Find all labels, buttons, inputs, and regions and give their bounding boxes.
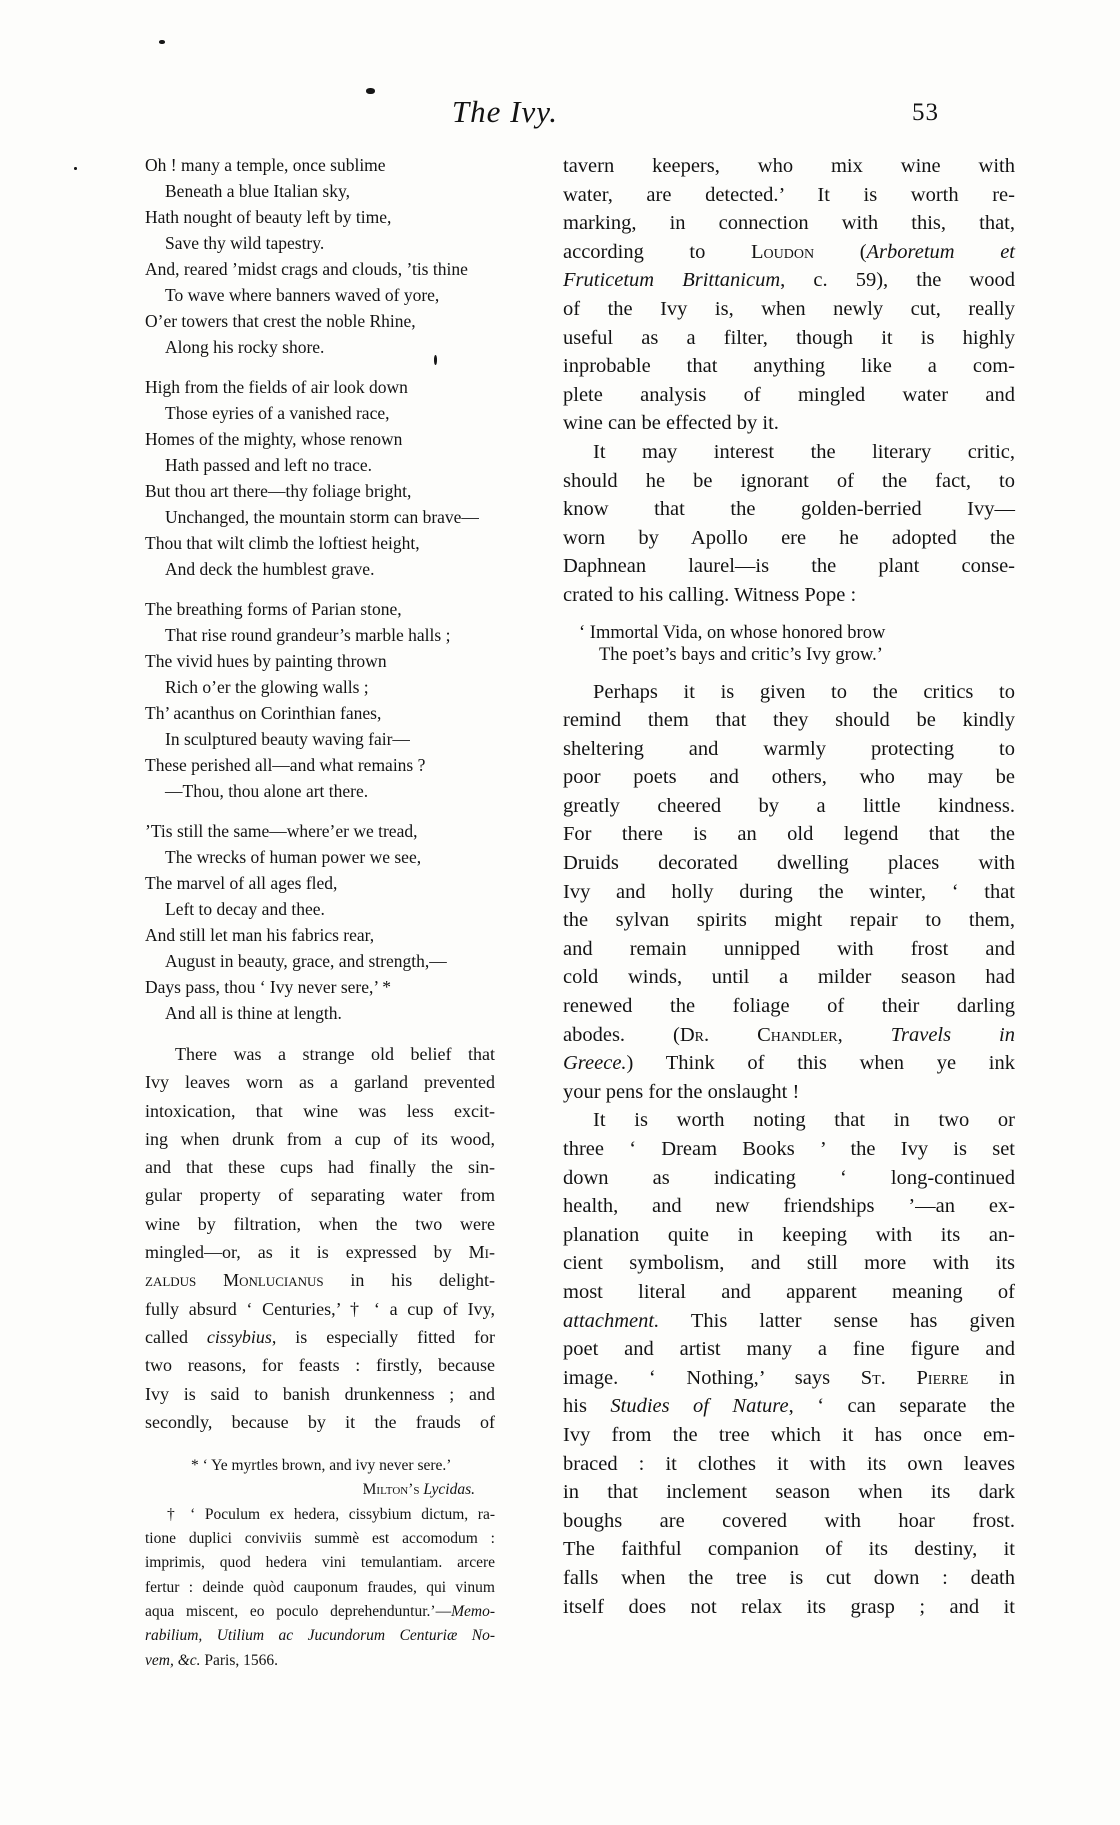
text-segment: Save thy wild tapestry.: [165, 233, 325, 253]
text-segment: Memo-: [451, 1602, 495, 1620]
poem-line: [145, 752, 495, 778]
prose-line: [563, 1535, 1015, 1564]
poem-line: [145, 896, 495, 922]
text-segment: braced : it clothes it with its own leaves: [563, 1452, 1015, 1475]
prose-line: [145, 1323, 495, 1351]
prose-line: [563, 878, 1015, 907]
prose-line: [563, 1221, 1015, 1250]
prose-line: [563, 1249, 1015, 1278]
prose-line: [563, 1335, 1015, 1364]
prose-line: [145, 1153, 495, 1181]
footnote-line: [145, 1527, 495, 1551]
text-segment: health, and new friendships ’—an ex-: [563, 1195, 1015, 1218]
text-segment: And all is thine at length.: [165, 1003, 342, 1023]
prose-line: [563, 324, 1015, 353]
text-segment: Loudon: [751, 240, 815, 263]
text-segment: plete analysis of mingled water and: [563, 383, 1015, 406]
text-segment: Ivy leaves worn as a garland prevented: [145, 1072, 495, 1093]
text-segment: secondly, because by it the frauds of: [145, 1411, 495, 1432]
prose-line: [563, 1564, 1015, 1593]
quote-line: [563, 644, 1015, 666]
text-segment: mingled—or, as it is expressed by: [145, 1242, 469, 1263]
text-segment: fertur : deinde quòd cauponum fraudes, qui vinum: [145, 1578, 495, 1596]
text-segment: Travels in: [890, 1023, 1015, 1046]
prose-line: [145, 1408, 495, 1436]
text-segment: Fruticetum Brittanicum: [563, 269, 781, 292]
text-segment: cissybius: [206, 1326, 272, 1347]
text-segment: know that the golden-berried Ivy—: [563, 498, 1015, 521]
text-segment: ,: [837, 1023, 891, 1046]
text-segment: fully absurd ‘ Centuries,’ † ‘ a cup of Ivy,: [145, 1298, 495, 1319]
text-segment: in that inclement season when its dark: [563, 1481, 1015, 1504]
poem-line: [145, 452, 495, 478]
poem-line: [145, 334, 495, 360]
text-segment: Days pass, thou ‘ Ivy never sere,’ *: [145, 977, 392, 997]
prose-line: [563, 266, 1015, 295]
text-segment: two reasons, for feasts : firstly, because: [145, 1355, 495, 1376]
poem-line: [145, 648, 495, 674]
prose-line: [145, 1266, 495, 1294]
text-segment: It is worth noting that in two or: [593, 1109, 1015, 1132]
text-segment: intoxication, that wine was less excit-: [145, 1100, 495, 1121]
prose-line: [563, 1307, 1015, 1336]
prose-line: [563, 1278, 1015, 1307]
prose-line: [145, 1097, 495, 1125]
poem-line: [145, 374, 495, 400]
text-segment: Beneath a blue Italian sky,: [165, 181, 350, 201]
text-segment: useful as a filter, though it is highly: [563, 326, 1015, 349]
poem-line: [145, 530, 495, 556]
text-segment: Paris, 1566.: [200, 1651, 279, 1669]
footnote-line: [145, 1649, 495, 1673]
text-segment: St. Pierre: [860, 1366, 969, 1389]
text-segment: in his delight-: [323, 1270, 496, 1291]
prose-line: [563, 495, 1015, 524]
text-segment: High from the fields of air look down: [145, 377, 408, 397]
ink-speck: [434, 355, 437, 365]
prose-paragraph: [145, 1040, 495, 1436]
prose-line: [563, 581, 1015, 610]
text-segment: imprimis, quod hedera vini temulantiam. arcere: [145, 1554, 495, 1572]
text-segment: Along his rocky shore.: [165, 337, 325, 357]
text-segment: And, reared ’midst crags and clouds, ’tis thine: [145, 259, 468, 279]
prose-line: [563, 735, 1015, 764]
poem-line: [145, 948, 495, 974]
prose-line: [145, 1380, 495, 1408]
text-segment: most literal and apparent meaning of: [563, 1280, 1015, 1303]
text-segment: The wrecks of human power we see,: [165, 847, 422, 867]
text-segment: , ‘ can separate the: [788, 1395, 1015, 1418]
prose-line: [563, 1392, 1015, 1421]
text-segment: —Thou, thou alone art there.: [165, 781, 369, 801]
prose-line: [563, 1593, 1015, 1622]
poem-line: [145, 674, 495, 700]
text-segment: his: [563, 1395, 611, 1418]
text-segment: gular property of separating water from: [145, 1185, 495, 1206]
text-segment: tione duplici conviviis summè est accomodum :: [145, 1530, 495, 1548]
poem-line: [145, 426, 495, 452]
footnote-line: [145, 1454, 495, 1478]
prose-line: [145, 1068, 495, 1096]
prose-line: [563, 678, 1015, 707]
text-segment: The vivid hues by painting thrown: [145, 651, 387, 671]
poem-line: [145, 974, 495, 1000]
text-segment: three ‘ Dream Books ’ the Ivy is set: [563, 1138, 1015, 1160]
prose-line: [563, 820, 1015, 849]
text-segment: vem, &c.: [145, 1651, 201, 1669]
prose-line: [563, 1507, 1015, 1536]
prose-line: [563, 906, 1015, 935]
text-segment: , c. 59), the wood: [780, 269, 1015, 292]
prose-line: [563, 1450, 1015, 1479]
text-segment: Unchanged, the mountain storm can brave—: [165, 507, 479, 527]
text-segment: the sylvan spirits might repair to them,: [563, 909, 1015, 932]
ink-speck: [159, 40, 165, 44]
prose-line: [563, 1135, 1015, 1164]
poem-line: [145, 400, 495, 426]
text-segment: To wave where banners waved of yore,: [165, 285, 440, 305]
text-segment: Ivy and holly during the winter, ‘ that: [563, 880, 1015, 903]
text-segment: rabilium, Utilium ac Jucundorum Centuriæ No-: [145, 1627, 495, 1645]
text-segment: Dr. Chandler: [679, 1023, 838, 1046]
poem-line: [145, 700, 495, 726]
prose-line: [563, 524, 1015, 553]
text-segment: attachment.: [563, 1309, 660, 1332]
text-segment: Oh ! many a temple, once sublime: [145, 155, 386, 175]
text-segment: ‘ Immortal Vida, on whose honored brow: [579, 622, 886, 643]
text-segment: falls when the tree is cut down : death: [563, 1566, 1015, 1589]
text-segment: renewed the foliage of their darling: [563, 995, 1015, 1018]
text-segment: Ivy is said to banish drunkenness ; and: [145, 1383, 495, 1404]
poem-line: [145, 178, 495, 204]
poem-stanza-3: [145, 596, 495, 804]
text-segment: Mi-: [468, 1242, 495, 1263]
poem-line: [145, 922, 495, 948]
text-segment: ing when drunk from a cup of its wood,: [145, 1128, 495, 1149]
text-segment: cold winds, until a milder season had: [563, 966, 1015, 989]
para-dream-books: [563, 1106, 1015, 1621]
poem-line: [145, 504, 495, 530]
text-segment: Ivy from the tree which it has once em-: [563, 1423, 1015, 1446]
text-segment: your pens for the onslaught !: [563, 1080, 800, 1103]
prose-line: [563, 1078, 1015, 1107]
prose-line: [145, 1040, 495, 1068]
text-segment: Lycidas.: [423, 1481, 475, 1499]
prose-line: [563, 238, 1015, 267]
text-segment: poet and artist many a fine figure and: [563, 1338, 1015, 1361]
poem-line: [145, 818, 495, 844]
text-segment: (: [814, 240, 867, 263]
prose-line: [563, 552, 1015, 581]
prose-line: [563, 1021, 1015, 1050]
prose-line: [563, 792, 1015, 821]
poem-line: [145, 282, 495, 308]
footnote-line: [145, 1478, 495, 1502]
poem-line: [145, 844, 495, 870]
text-segment: In sculptured beauty waving fair—: [165, 729, 410, 749]
text-segment: Greece.: [563, 1052, 627, 1075]
prose-line: [563, 706, 1015, 735]
text-segment: remind them that they should be kindly: [563, 709, 1015, 732]
text-segment: aqua miscent, eo poculo deprehenduntur.’—: [145, 1602, 452, 1620]
text-segment: inprobable that anything like a com-: [563, 355, 1015, 378]
text-segment: Th’ acanthus on Corinthian fanes,: [145, 703, 382, 723]
text-segment: boughs are covered with hoar frost.: [563, 1509, 1015, 1532]
text-segment: and that these cups had finally the sin-: [145, 1157, 495, 1178]
text-segment: wine by filtration, when the two were: [145, 1213, 495, 1234]
text-segment: Arboretum et: [866, 240, 1016, 263]
text-segment: * ‘ Ye myrtles brown, and ivy never sere.’: [191, 1457, 452, 1475]
footnote-line: [145, 1551, 495, 1575]
prose-line: [563, 467, 1015, 496]
prose-line: [563, 1421, 1015, 1450]
poem-line: [145, 726, 495, 752]
text-segment: planation quite in keeping with its an-: [563, 1223, 1015, 1246]
text-segment: zaldus Monlucianus: [145, 1270, 324, 1291]
prose-line: [563, 1364, 1015, 1393]
prose-line: [145, 1295, 495, 1323]
text-segment: O’er towers that crest the noble Rhine,: [145, 311, 416, 331]
text-segment: Left to decay and thee.: [165, 899, 325, 919]
text-segment: Thou that wilt climb the loftiest height,: [145, 533, 420, 553]
verse-quote: [563, 622, 1015, 666]
text-segment: worn by Apollo ere he adopted the: [563, 526, 1015, 549]
text-segment: tavern keepers, who mix wine with: [563, 155, 1015, 177]
text-segment: The marvel of all ages fled,: [145, 873, 338, 893]
text-segment: For there is an old legend that the: [563, 823, 1015, 846]
prose-line: [563, 181, 1015, 210]
text-segment: in: [968, 1366, 1015, 1389]
poem-line: [145, 204, 495, 230]
para-critics: [563, 678, 1015, 1107]
text-segment: Perhaps it is given to the critics to: [593, 680, 1015, 703]
footnote-line: [145, 1503, 495, 1527]
prose-line: [563, 1049, 1015, 1078]
text-segment: And still let man his fabrics rear,: [145, 925, 375, 945]
prose-line: [563, 352, 1015, 381]
text-segment: These perished all—and what remains ?: [145, 755, 426, 775]
prose-line: [563, 295, 1015, 324]
poem-line: [145, 1000, 495, 1026]
para-literary-critic: [563, 438, 1015, 610]
page-number: 53: [912, 99, 939, 126]
text-segment: wine can be effected by it.: [563, 412, 779, 435]
poem-line: [145, 596, 495, 622]
text-segment: Homes of the mighty, whose renown: [145, 429, 403, 449]
prose-line: [563, 409, 1015, 438]
prose-line: [563, 152, 1015, 181]
text-segment: , is especially fitted for: [271, 1326, 495, 1347]
prose-line: [563, 963, 1015, 992]
left-column: [145, 152, 495, 1673]
prose-line: [563, 438, 1015, 467]
poem-line: [145, 478, 495, 504]
text-segment: itself does not relax its grasp ; and it: [563, 1595, 1015, 1618]
prose-line: [145, 1238, 495, 1266]
text-segment: And deck the humblest grave.: [165, 559, 375, 579]
prose-line: [563, 992, 1015, 1021]
text-segment: There was a strange old belief that: [175, 1044, 495, 1064]
text-segment: ’Tis still the same—where’er we tread,: [145, 821, 418, 841]
poem-line: [145, 556, 495, 582]
text-segment: It may interest the literary critic,: [593, 440, 1015, 463]
quote-line: [563, 622, 1015, 644]
prose-line: [563, 1192, 1015, 1221]
text-segment: greatly cheered by a little kindness.: [563, 794, 1015, 817]
text-segment: Milton’s: [362, 1481, 424, 1499]
prose-line: [563, 935, 1015, 964]
prose-line: [145, 1181, 495, 1209]
text-segment: of the Ivy is, when newly cut, really: [563, 297, 1015, 320]
text-segment: Hath passed and left no trace.: [165, 455, 373, 475]
prose-line: [145, 1125, 495, 1153]
text-segment: sheltering and warmly protecting to: [563, 737, 1015, 760]
text-segment: But thou art there—thy foliage bright,: [145, 481, 412, 501]
text-segment: cient symbolism, and still more with its: [563, 1252, 1015, 1275]
prose-line: [563, 1106, 1015, 1135]
poem-stanza-2: [145, 374, 495, 582]
footnote-line: [145, 1624, 495, 1648]
text-segment: Studies of Nature: [610, 1395, 789, 1418]
text-segment: according to: [563, 240, 751, 263]
text-segment: and remain unnipped with frost and: [563, 937, 1015, 960]
poem-line: [145, 308, 495, 334]
text-segment: Rich o’er the glowing walls ;: [165, 677, 369, 697]
text-segment: crated to his calling. Witness Pope :: [563, 583, 857, 606]
text-segment: Those eyries of a vanished race,: [165, 403, 390, 423]
text-segment: ) Think of this when ye ink: [626, 1052, 1015, 1075]
prose-line: [563, 1164, 1015, 1193]
prose-line: [145, 1210, 495, 1238]
text-segment: That rise round grandeur’s marble halls ;: [165, 625, 451, 645]
footnote-line: [145, 1576, 495, 1600]
poem-line: [145, 778, 495, 804]
text-segment: abodes. (: [563, 1023, 680, 1046]
prose-line: [563, 381, 1015, 410]
text-segment: The faithful companion of its destiny, it: [563, 1538, 1015, 1561]
poem-line: [145, 622, 495, 648]
prose-line: [563, 209, 1015, 238]
text-segment: Druids decorated dwelling places with: [563, 852, 1015, 875]
text-segment: The poet’s bays and critic’s Ivy grow.’: [599, 644, 883, 665]
text-segment: Daphnean laurel—is the plant conse-: [563, 555, 1015, 578]
text-segment: down as indicating ‘ long-continued: [563, 1166, 1015, 1189]
text-segment: image. ‘ Nothing,’ says: [563, 1366, 861, 1389]
prose-line: [563, 1478, 1015, 1507]
right-column: [563, 152, 1015, 1621]
text-segment: The breathing forms of Parian stone,: [145, 599, 402, 619]
prose-line: [563, 763, 1015, 792]
prose-line: [563, 849, 1015, 878]
footnotes: [145, 1454, 495, 1673]
poem-stanza-1: [145, 152, 495, 360]
text-segment: Hath nought of beauty left by time,: [145, 207, 392, 227]
para-tavern-keepers: [563, 152, 1015, 438]
ink-speck: [366, 88, 375, 94]
poem-line: [145, 870, 495, 896]
text-segment: should he be ignorant of the fact, to: [563, 469, 1015, 492]
text-segment: August in beauty, grace, and strength,—: [165, 951, 447, 971]
text-segment: This latter sense has given: [659, 1309, 1015, 1332]
poem-line: [145, 152, 495, 178]
poem-stanza-4: [145, 818, 495, 1026]
ink-speck: [74, 167, 77, 170]
page-title: The Ivy.: [451, 94, 559, 129]
text-segment: † ‘ Poculum ex hedera, cissybium dictum, ra-: [167, 1505, 495, 1523]
text-segment: called: [145, 1326, 207, 1347]
text-segment: marking, in connection with this, that,: [563, 212, 1015, 235]
poem-line: [145, 230, 495, 256]
prose-line: [145, 1351, 495, 1379]
poem-line: [145, 256, 495, 282]
text-segment: poor poets and others, who may be: [563, 766, 1015, 789]
footnote-line: [145, 1600, 495, 1624]
text-segment: water, are detected.’ It is worth re-: [563, 183, 1015, 206]
